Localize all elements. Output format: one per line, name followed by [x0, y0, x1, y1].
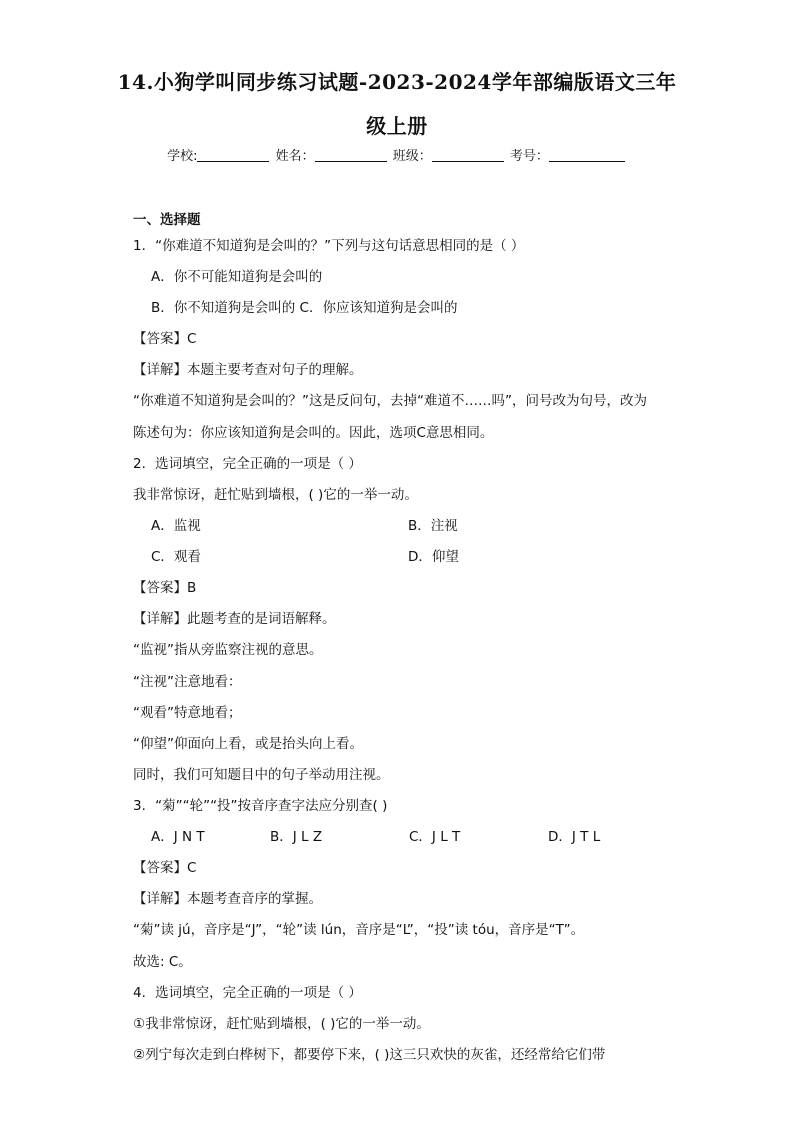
class-label: 班级：	[392, 149, 432, 164]
q2-sentence: 我非常惊讶，赶忙贴到墙根，( )它的一举一动。	[133, 487, 418, 503]
q2-explanation-1: “监视”指从旁监察注视的意思。	[133, 642, 323, 658]
q4-sentence-1: ①我非常惊讶，赶忙贴到墙根，( )它的一举一动。	[133, 1016, 430, 1032]
q4-stem: 4．选词填空，完全正确的一项是（ ）	[133, 985, 362, 1001]
q3-stem: 3．“菊”“轮”“投”按音序查字法应分别查( )	[133, 798, 388, 814]
name-blank[interactable]	[315, 148, 387, 162]
document-title-line-1: 14.小狗学叫同步练习试题-2023-2024学年部编版语文三年	[117, 70, 677, 94]
q2-option-b: B．注视	[408, 518, 458, 534]
section-title: 一、选择题	[133, 212, 201, 228]
q2-stem: 2．选词填空，完全正确的一项是（ ）	[133, 456, 362, 472]
q3-option-c: C．J L T	[409, 829, 461, 845]
q4-sentence-2: ②列宁每次走到白桦树下，都要停下来，( )这三只欢快的灰雀，还经常给它们带	[133, 1047, 606, 1063]
q3-explanation-2: 故选: C。	[133, 954, 192, 970]
q3-option-b: B．J L Z	[270, 829, 323, 845]
q2-option-a: A．监视	[151, 518, 201, 534]
q2-explanation-5: 同时，我们可知题目中的句子举动用注视。	[133, 767, 390, 783]
q1-detail: 【详解】本题主要考查对句子的理解。	[133, 362, 363, 378]
q3-option-a: A．J N T	[151, 829, 205, 845]
q3-option-d: D．J T L	[548, 829, 601, 845]
q2-answer: 【答案】B	[133, 580, 197, 596]
q1-stem: 1．“你难道不知道狗是会叫的？”下列与这句话意思相同的是（ ）	[133, 238, 525, 254]
q3-detail: 【详解】本题考查音序的掌握。	[133, 891, 322, 907]
document-title-line-2: 级上册	[366, 114, 428, 138]
class-blank[interactable]	[432, 148, 504, 162]
number-blank[interactable]	[549, 148, 625, 162]
q1-explanation-2: 陈述句为：你应该知道狗是会叫的。因此，选项C意思相同。	[133, 425, 494, 441]
q2-option-d: D．仰望	[408, 549, 459, 565]
q1-answer: 【答案】C	[133, 331, 197, 347]
number-label: 考号：	[509, 149, 549, 164]
school-label: 学校:	[167, 149, 198, 164]
q2-option-c: C．观看	[151, 549, 201, 565]
name-label: 姓名：	[275, 149, 315, 164]
q2-detail: 【详解】此题考查的是词语解释。	[133, 611, 336, 627]
student-info-row	[0, 145, 794, 164]
q1-option-b-c: B．你不知道狗是会叫的 C．你应该知道狗是会叫的	[151, 300, 458, 316]
q1-option-a: A．你不可能知道狗是会叫的	[151, 269, 323, 285]
q1-explanation-1: “你难道不知道狗是会叫的？”这是反问句，去掉“难道不……吗”，问号改为句号，改为	[133, 393, 647, 409]
q2-explanation-2: “注视”注意地看：	[133, 674, 242, 690]
q3-answer: 【答案】C	[133, 860, 197, 876]
school-blank[interactable]	[197, 148, 269, 162]
q2-explanation-4: “仰望”仰面向上看，或是抬头向上看。	[133, 736, 363, 752]
q3-explanation-1: “菊”读 jú，音序是“J”，“轮”读 lún，音序是“L”，“投”读 tóu，音序是“T”。	[133, 922, 585, 938]
q2-explanation-3: “观看”特意地看；	[133, 705, 242, 721]
